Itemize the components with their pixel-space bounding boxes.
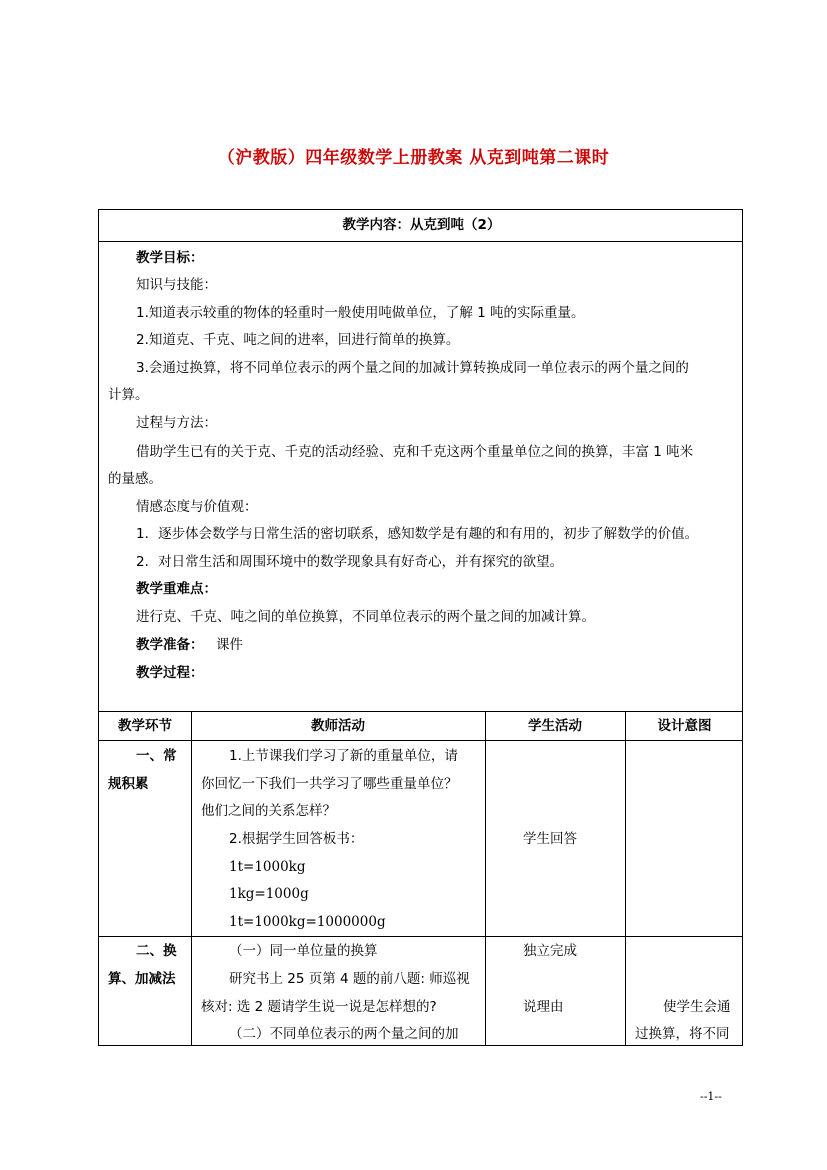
column-divider xyxy=(485,711,486,1046)
row1-teacher-line: 1kg=1000g xyxy=(229,886,309,902)
row1-student: 学生回答 xyxy=(523,831,577,847)
col-header-stage: 教学环节 xyxy=(118,718,172,734)
column-divider xyxy=(625,711,626,1046)
row2-teacher-line: （一）同一单位量的换算 xyxy=(229,943,378,959)
row1-teacher-line: 1.上节课我们学习了新的重量单位，请 xyxy=(229,748,458,764)
emotion-item-1: 1．逐步体会数学与日常生活的密切联系，感知数学是有趣的和有用的，初步了解数学的价值。 xyxy=(136,526,699,542)
prep-text: 课件 xyxy=(216,637,243,653)
process-heading: 过程与方法： xyxy=(136,415,217,431)
col-header-design: 设计意图 xyxy=(657,718,712,734)
keypoint-text: 进行克、千克、吨之间的单位换算，不同单位表示的两个量之间的加减计算。 xyxy=(136,609,595,625)
col-header-teacher: 教师活动 xyxy=(311,718,365,734)
keypoint-heading: 教学重难点： xyxy=(136,581,217,597)
row2-teacher-line: （二）不同单位表示的两个量之间的加 xyxy=(229,1026,459,1042)
content-header: 教学内容：从克到吨（2） xyxy=(342,217,501,233)
row1-stage-cont: 规积累 xyxy=(108,776,149,792)
row1-teacher-line: 他们之间的关系怎样？ xyxy=(201,803,336,819)
row1-teacher-line: 你回忆一下我们一共学习了哪些重量单位？ xyxy=(201,776,458,792)
knowledge-item-3-cont: 计算。 xyxy=(108,387,149,403)
row1-teacher-line: 2.根据学生回答板书： xyxy=(229,831,364,847)
row2-student: 独立完成 xyxy=(523,943,577,959)
knowledge-item-2: 2.知道克、千克、吨之间的进率，回进行简单的换算。 xyxy=(136,332,460,348)
row2-stage: 二、换 xyxy=(136,943,177,959)
prep-heading: 教学准备： xyxy=(136,637,204,653)
row2-stage-cont: 算、加减法 xyxy=(108,971,176,987)
row2-teacher-line: 研究书上 25 页第 4 题的前八题: 师巡视 xyxy=(229,971,470,987)
divider xyxy=(99,241,742,242)
knowledge-heading: 知识与技能： xyxy=(136,277,217,293)
row2-teacher-line: 核对: 选 2 题请学生说一说是怎样想的? xyxy=(201,999,437,1015)
row2-student-cont: 说理由 xyxy=(523,999,564,1015)
row2-design-cont: 过换算，将不同 xyxy=(635,1026,730,1042)
process-item: 借助学生已有的关于克、千克的活动经验、克和千克这两个重量单位之间的换算，丰富 1 吨米 xyxy=(136,444,694,460)
knowledge-item-1: 1.知道表示较重的物体的轻重时一般使用吨做单位，了解 1 吨的实际重量。 xyxy=(136,305,585,321)
lesson-plan-table xyxy=(98,209,743,1046)
process-item-cont: 的量感。 xyxy=(108,471,162,487)
objectives-heading: 教学目标： xyxy=(136,250,204,266)
emotion-heading: 情感态度与价值观： xyxy=(136,499,258,515)
column-divider xyxy=(191,711,192,1046)
divider xyxy=(99,936,742,937)
col-header-student: 学生活动 xyxy=(528,718,582,734)
divider xyxy=(99,711,742,712)
row1-teacher-line: 1t=1000kg xyxy=(229,859,306,875)
row1-teacher-line: 1t=1000kg=1000000g xyxy=(229,914,386,930)
document-title: （沪教版）四年级数学上册教案 从克到吨第二课时 xyxy=(217,148,610,168)
page-number: --1-- xyxy=(700,1090,722,1103)
emotion-item-2: 2．对日常生活和周围环境中的数学现象具有好奇心，并有探究的欲望。 xyxy=(136,554,564,570)
knowledge-item-3: 3.会通过换算，将不同单位表示的两个量之间的加减计算转换成同一单位表示的两个量之间的 xyxy=(136,360,689,376)
process-label: 教学过程： xyxy=(136,665,204,681)
row1-stage: 一、常 xyxy=(136,748,177,764)
row2-design: 使学生会通 xyxy=(663,999,731,1015)
